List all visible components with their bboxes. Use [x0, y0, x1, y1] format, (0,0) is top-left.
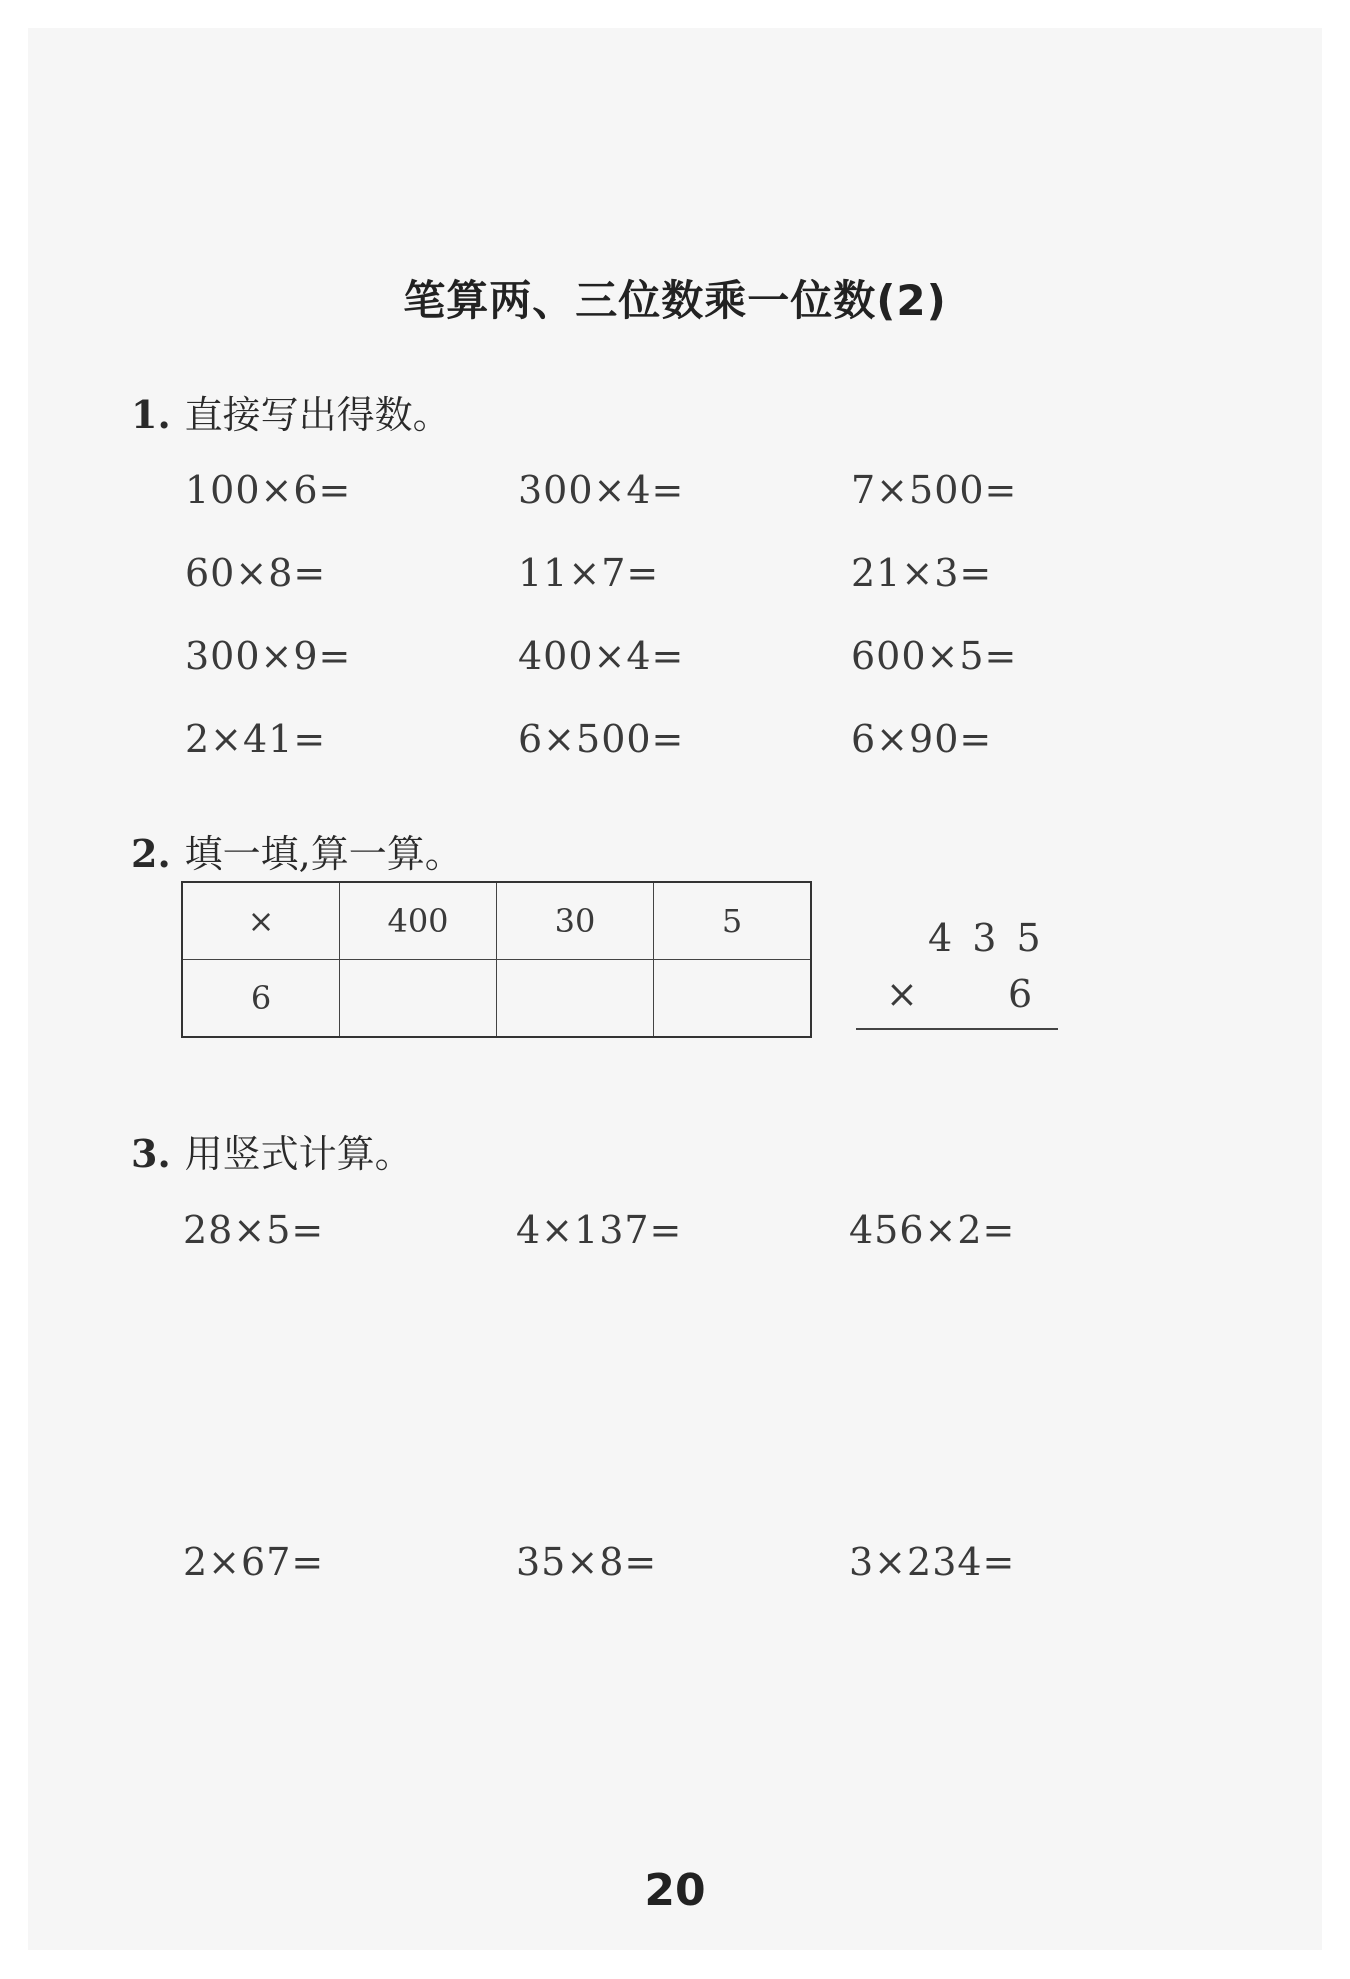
expression: 6×90=: [851, 717, 993, 761]
section-1-heading: [131, 384, 451, 439]
expression: 300×9=: [185, 634, 352, 678]
table-cell-multiplicand: 30: [497, 882, 654, 960]
table-answer-row: [182, 960, 811, 1038]
expression: 456×2=: [849, 1208, 1016, 1252]
table-cell-multiplier: 6: [182, 960, 340, 1038]
table-answer-cell[interactable]: [340, 960, 497, 1038]
vertical-operator: ×: [886, 972, 918, 1016]
fill-in-table: [181, 881, 812, 1038]
expression: 3×234=: [849, 1540, 1016, 1584]
section-2-heading: [131, 823, 463, 878]
page-number: 20: [644, 1865, 706, 1916]
worksheet-page: [28, 28, 1322, 1950]
table-header-row: [182, 882, 811, 960]
table-cell-operator: ×: [182, 882, 340, 960]
expression: 6×500=: [518, 717, 685, 761]
vertical-multiplicand: 4 3 5: [928, 916, 1045, 960]
expression: 100×6=: [185, 468, 352, 512]
table-answer-cell[interactable]: [654, 960, 812, 1038]
table-answer-cell[interactable]: [497, 960, 654, 1038]
expression: 400×4=: [518, 634, 685, 678]
page-title: 笔算两、三位数乘一位数(2): [403, 276, 947, 325]
vertical-answer-line: [856, 1028, 1058, 1030]
expression: 21×3=: [851, 551, 993, 595]
section-2-number: 2.: [131, 831, 171, 876]
expression: 2×41=: [185, 717, 327, 761]
expression: 600×5=: [851, 634, 1018, 678]
table-cell-multiplicand: 400: [340, 882, 497, 960]
expression: 28×5=: [183, 1208, 325, 1252]
section-1-number: 1.: [131, 392, 171, 437]
section-2-label: 填一填,算一算。: [184, 832, 463, 876]
expression: 4×137=: [516, 1208, 683, 1252]
expression: 2×67=: [183, 1540, 325, 1584]
expression: 7×500=: [851, 468, 1018, 512]
vertical-multiplier: 6: [1008, 972, 1033, 1016]
section-3-number: 3.: [131, 1131, 171, 1176]
section-3-heading: [131, 1123, 413, 1178]
section-1-label: 直接写出得数。: [184, 393, 451, 437]
section-3-label: 用竖式计算。: [184, 1132, 413, 1176]
expression: 35×8=: [516, 1540, 658, 1584]
expression: 300×4=: [518, 468, 685, 512]
expression: 11×7=: [518, 551, 660, 595]
expression: 60×8=: [185, 551, 327, 595]
table-cell-multiplicand: 5: [654, 882, 812, 960]
